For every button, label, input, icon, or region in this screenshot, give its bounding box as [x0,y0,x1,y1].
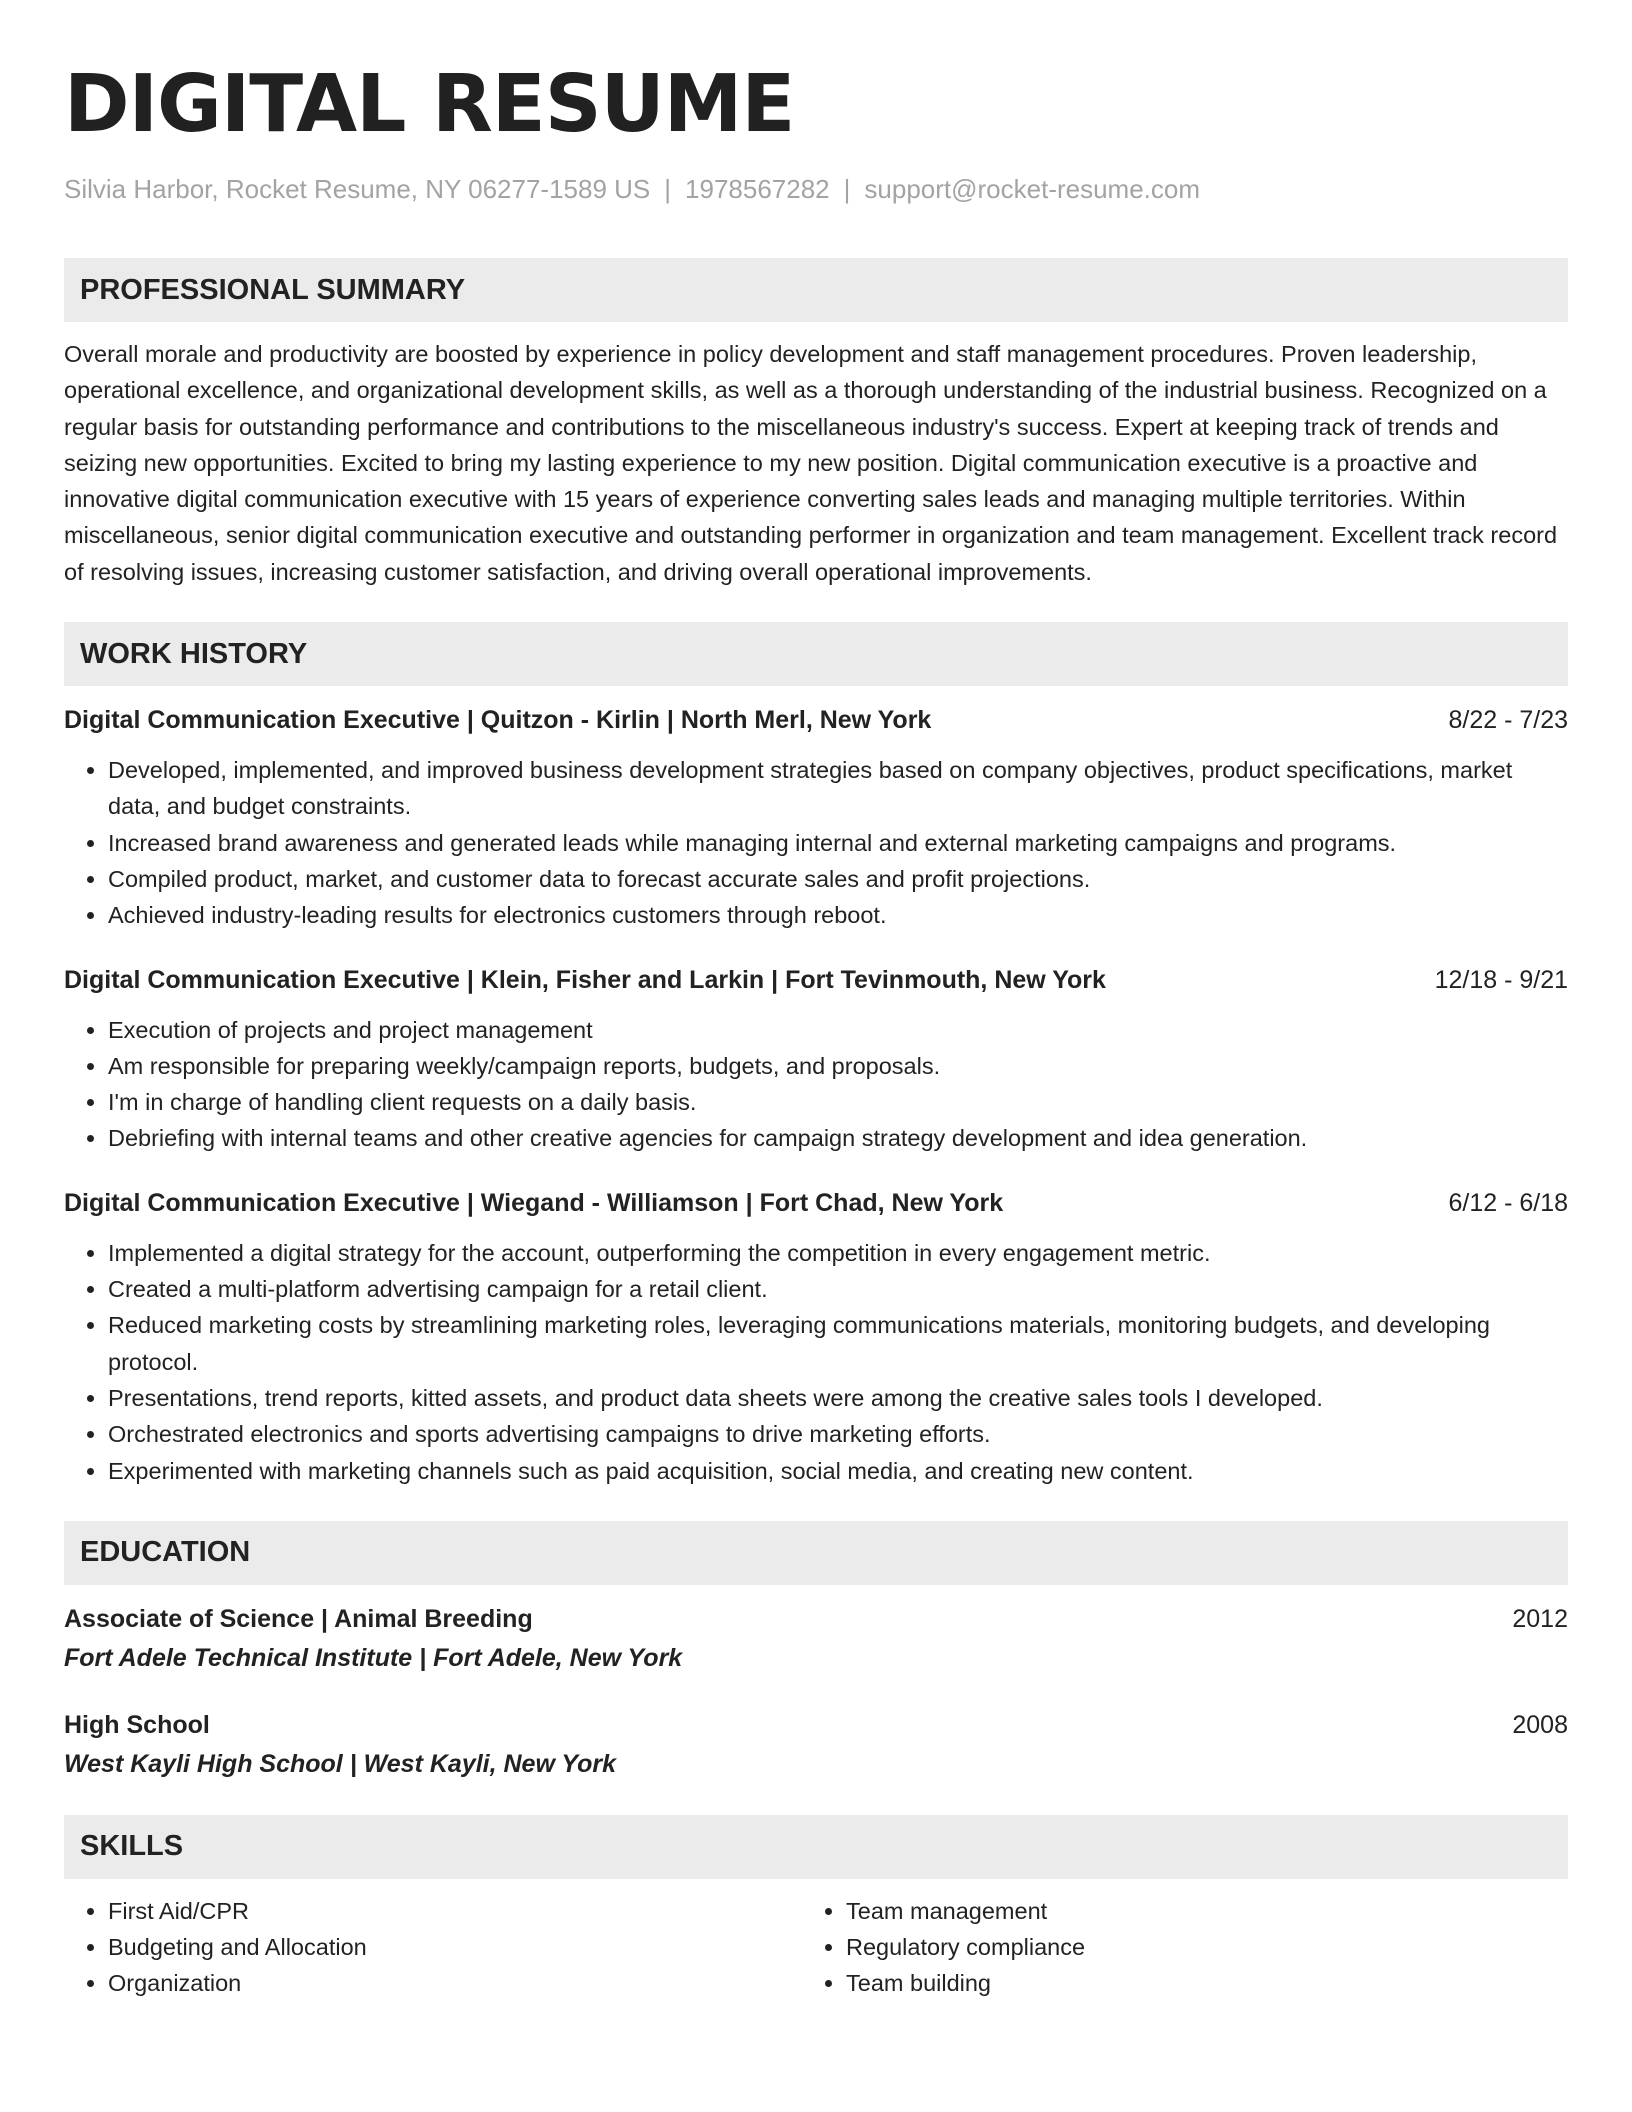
education-degree: Associate of Science | Animal Breeding [64,1604,533,1633]
job-bullet: • Debriefing with internal teams and other creative agencies for campaign strategy development and idea generation. [108,1120,1568,1156]
job-bullets [64,1235,1568,1489]
job-entry [64,1185,1568,1489]
skill-item: • First Aid/CPR [108,1893,802,1929]
job-dates: 12/18 - 9/21 [1434,965,1568,994]
job-bullet: • I'm in charge of handling client requests on a daily basis. [108,1084,1568,1120]
education-header [64,1707,1568,1743]
skill-item: • Budgeting and Allocation [108,1929,802,1965]
education-entry [64,1707,1568,1783]
job-bullet: • Execution of projects and project management [108,1012,1568,1048]
contact-email: support@rocket-resume.com [864,174,1201,204]
job-bullet: • Experimented with marketing channels such as paid acquisition, social media, and creating new content. [108,1453,1568,1489]
job-title: Digital Communication Executive | Klein, Fisher and Larkin | Fort Tevinmouth, New York [64,965,1106,994]
section-header-education: EDUCATION [64,1521,1568,1585]
skill-item: • Team management [846,1893,1540,1929]
skill-item: • Organization [108,1965,802,2001]
job-bullets [64,752,1568,933]
section-header-skills: SKILLS [64,1815,1568,1879]
job-bullet: • Orchestrated electronics and sports advertising campaigns to drive marketing efforts. [108,1416,1568,1452]
section-header-work-history: WORK HISTORY [64,622,1568,686]
education-year: 2008 [1512,1710,1568,1739]
contact-separator: | [843,174,851,204]
education-school: Fort Adele Technical Institute | Fort Adele, New York [64,1643,683,1672]
section-header-summary: PROFESSIONAL SUMMARY [64,258,1568,322]
job-bullet: • Developed, implemented, and improved business development strategies based on company objectives, product specifications, market data, and budget constraints. [108,752,1568,825]
job-bullet: • Compiled product, market, and customer data to forecast accurate sales and profit projections. [108,861,1568,897]
job-header [64,702,1568,738]
skills-column-left [64,1893,802,2002]
job-bullets [64,1012,1568,1157]
skill-item: • Team building [846,1965,1540,2001]
job-header [64,1185,1568,1221]
job-bullet: • Increased brand awareness and generated leads while managing internal and external marketing campaigns and programs. [108,825,1568,861]
education-entry [64,1601,1568,1677]
skills-column-right [802,1893,1540,2002]
job-bullet: • Reduced marketing costs by streamlining marketing roles, leveraging communications materials, monitoring budgets, and developing protocol. [108,1307,1568,1380]
contact-phone: 1978567282 [685,174,830,204]
job-bullet: • Am responsible for preparing weekly/campaign reports, budgets, and proposals. [108,1048,1568,1084]
job-entry [64,702,1568,933]
education-school: West Kayli High School | West Kayli, New York [64,1749,617,1778]
job-bullet: • Achieved industry-leading results for electronics customers through reboot. [108,897,1568,933]
summary-text: Overall morale and productivity are boosted by experience in policy development and staff management procedures. Proven leadership, operational excellence, and organizational development skills, as well as a thorough understanding of the industrial business. Recognized on a regular basis for outstanding performance and contributions to the miscellaneous industry's success. Expert at keeping track of trends and seizing new opportunities. Excited to bring my lasting experience to my new position. Digital communication executive is a proactive and innovative digital communication executive with 15 years of experience converting sales leads and managing multiple territories. Within miscellaneous, senior digital communication executive and outstanding performer in organization and team management. Excellent track record of resolving issues, increasing customer satisfaction, and driving overall operational improvements. [64,341,1558,585]
job-title: Digital Communication Executive | Wiegand - Williamson | Fort Chad, New York [64,1188,1004,1217]
education-degree: High School [64,1710,210,1739]
job-title: Digital Communication Executive | Quitzon - Kirlin | North Merl, New York [64,706,932,735]
job-dates: 8/22 - 7/23 [1448,706,1568,735]
contact-line [64,172,1568,206]
job-bullet: • Implemented a digital strategy for the account, outperforming the competition in every engagement metric. [108,1235,1568,1271]
education-header [64,1601,1568,1637]
job-bullet: • Presentations, trend reports, kitted assets, and product data sheets were among the creative sales tools I developed. [108,1380,1568,1416]
job-entry [64,962,1568,1157]
resume-title: DIGITAL RESUME [64,58,795,150]
skill-item: • Regulatory compliance [846,1929,1540,1965]
contact-separator: | [664,174,672,204]
skills-list [64,1893,1568,2002]
contact-address: Silvia Harbor, Rocket Resume, NY 06277-1589 US [64,174,651,204]
job-dates: 6/12 - 6/18 [1448,1188,1568,1217]
job-header [64,962,1568,998]
education-year: 2012 [1512,1604,1568,1633]
job-bullet: • Created a multi-platform advertising campaign for a retail client. [108,1271,1568,1307]
